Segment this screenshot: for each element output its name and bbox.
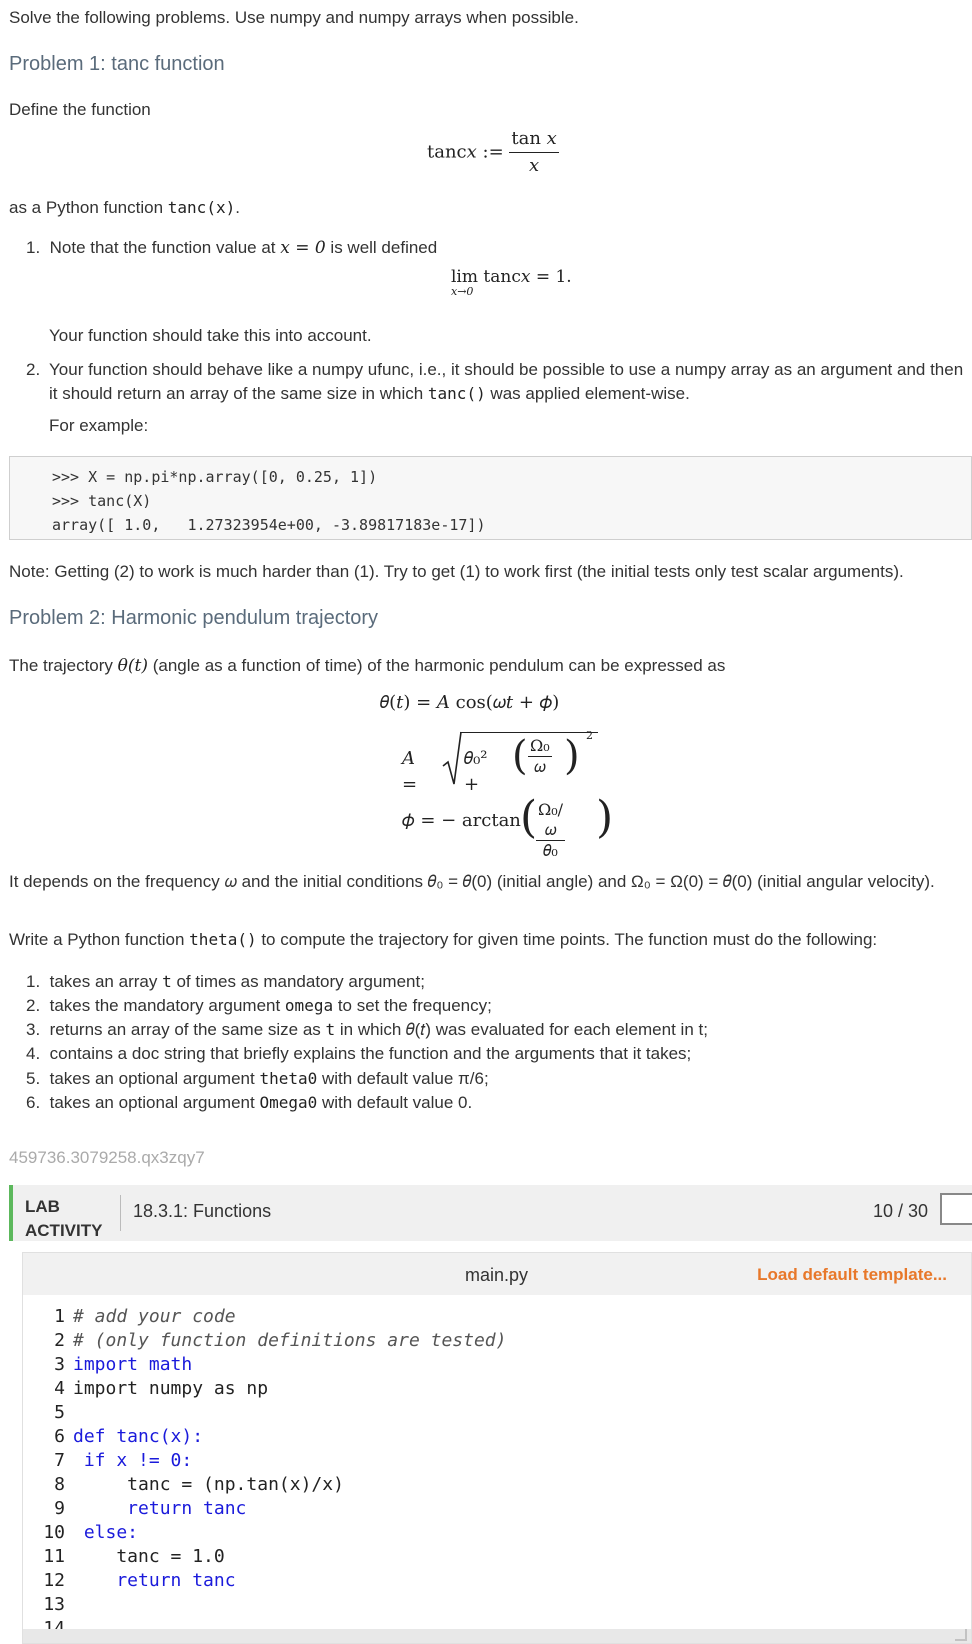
code-text: tanc = 1.0 — [73, 1546, 225, 1567]
line-number: 3 — [54, 1354, 65, 1375]
code-line[interactable] — [23, 1449, 971, 1473]
requirement-item: 1. takes an array t of times as mandatory argument; — [26, 972, 425, 991]
item2-text — [49, 358, 966, 406]
code-line[interactable] — [23, 1593, 971, 1617]
hash-id: 459736.3079258.qx3zqy7 — [9, 1148, 205, 1167]
code-line[interactable] — [23, 1521, 971, 1545]
item1-number: 1. — [26, 238, 50, 257]
code-text: # add your code — [73, 1306, 236, 1327]
lab-title: 18.3.1: Functions — [133, 1201, 272, 1221]
req-text: takes an array — [49, 972, 163, 991]
equation-theta: 𝜃(𝑡) = 𝐴 cos(𝜔𝑡 + 𝜙) — [380, 692, 560, 713]
sqrt-sign-icon — [442, 730, 462, 788]
lab-tag-line2: ACTIVITY — [25, 1221, 103, 1240]
req-post: with default value 0. — [317, 1092, 473, 1112]
code-area[interactable] — [23, 1305, 971, 1641]
tanc-formula-lhs: tanc𝑥 := — [427, 141, 504, 163]
right-paren: ) — [564, 733, 580, 779]
code-line[interactable] — [23, 1473, 971, 1497]
limit-sub: 𝑥→0 — [451, 285, 474, 298]
requirements-list — [26, 970, 956, 1115]
eq3-lhs: 𝜙 = − arctan — [402, 810, 521, 831]
code-line[interactable] — [23, 1425, 971, 1449]
code-text: # (only function definitions are tested) — [73, 1330, 507, 1351]
code-editor[interactable] — [22, 1252, 972, 1644]
define-text: Define the function — [9, 100, 151, 119]
line-number: 11 — [43, 1546, 65, 1567]
req-code: theta0 — [259, 1068, 318, 1088]
eq2-fraction — [528, 736, 552, 777]
eq2-numerator: Ω₀ — [530, 736, 550, 755]
eq2-power: 2 — [586, 729, 593, 742]
requirement-item: 2. takes the mandatory argument omega to set the frequency; — [26, 996, 492, 1016]
trajectory-text — [9, 654, 725, 678]
code-line[interactable] — [23, 1305, 971, 1329]
requirement-item: 4. contains a doc string that briefly explains the function and the arguments that it takes; — [26, 1044, 692, 1064]
example-code-block: >>> X = np.pi*np.array([0, 0.25, 1]) >>> tanc(X) array([ 1.0, 1.27323954e+00, -3.89817183e-17]) — [9, 456, 972, 540]
limit-main: lim tanc𝑥 = 1. — [451, 267, 572, 287]
eq2-lhs: 𝐴 = — [402, 748, 418, 795]
problem1-heading: Problem 1: tanc function — [9, 53, 225, 75]
traj-math: 𝜃(𝑡) — [117, 656, 148, 676]
take-account-text: Your function should take this into account. — [49, 326, 372, 345]
tanc-formula-denominator: 𝑥 — [529, 154, 540, 176]
traj-pre: The trajectory — [9, 656, 118, 675]
req-code: t — [325, 1020, 336, 1040]
code-text — [65, 1594, 73, 1615]
eq3-fraction — [536, 800, 565, 861]
code-text: return tanc — [73, 1498, 247, 1519]
lab-score: 10 / 30 — [872, 1201, 928, 1221]
write-post: to compute the trajectory for given time points. The function must do the following: — [256, 930, 878, 949]
eq2-denominator: 𝜔 — [534, 757, 546, 776]
req-text: takes an optional argument — [49, 1092, 260, 1112]
completion-badge-icon — [940, 1193, 972, 1225]
traj-post: (angle as a function of time) of the harmonic pendulum can be expressed as — [148, 656, 726, 675]
lab-separator — [120, 1195, 121, 1231]
lab-tag-line1: LAB — [25, 1197, 60, 1216]
left-paren: ( — [512, 733, 528, 779]
code-text: tanc = (np.tan(x)/x) — [73, 1474, 344, 1495]
line-number: 5 — [54, 1402, 65, 1423]
code-text: else: — [73, 1522, 139, 1543]
editor-scrollbar[interactable] — [23, 1629, 971, 1643]
problem2-heading: Problem 2: Harmonic pendulum trajectory — [9, 607, 379, 629]
req-text: contains a doc string that briefly explains the function and the arguments that it takes; — [49, 1044, 692, 1064]
item2-post: was applied element-wise. — [485, 384, 690, 404]
depends-text: It depends on the frequency 𝜔 and the initial conditions 𝜃₀ = 𝜃(0) (initial angle) and Ω₀ = Ω(0) = 𝜃̇(0) (initial angular velocity). — [9, 872, 935, 891]
tanc-code: tanc(x) — [167, 198, 236, 217]
resize-grip-icon[interactable] — [955, 1629, 967, 1641]
eq2-theta: 𝜃₀² + — [464, 748, 488, 795]
theta-code: theta() — [189, 930, 257, 949]
load-default-template-link[interactable]: Load default template... — [757, 1265, 947, 1284]
lab-activity-header — [9, 1185, 972, 1241]
eq3-denominator: 𝜃₀ — [543, 841, 558, 860]
as-python-pre: as a Python function — [9, 198, 168, 217]
req-code: t — [162, 972, 172, 991]
code-text: if x != 0: — [73, 1450, 193, 1471]
code-text: def tanc(x): — [73, 1426, 204, 1447]
code-line[interactable] — [23, 1401, 971, 1425]
line-number: 7 — [54, 1450, 65, 1471]
code-line[interactable] — [23, 1569, 971, 1593]
note-text: Note: Getting (2) to work is much harder than (1). Try to get (1) to work first (the initial tests only test scalar arguments). — [9, 562, 904, 581]
line-number: 1 — [54, 1306, 65, 1327]
line-number: 4 — [54, 1378, 65, 1399]
item2-number: 2. — [26, 360, 41, 379]
line-number: 8 — [54, 1474, 65, 1495]
editor-filename: main.py — [465, 1265, 529, 1285]
code-line[interactable] — [23, 1377, 971, 1401]
req-text: takes an optional argument — [49, 1068, 260, 1088]
eq3-numerator: Ω₀/𝜔 — [538, 800, 564, 839]
problem1-item2 — [26, 358, 966, 406]
req-text: returns an array of the same size as — [49, 1020, 326, 1040]
req-code: Omega0 — [259, 1092, 318, 1112]
line-number: 2 — [54, 1330, 65, 1351]
tanc-formula — [427, 126, 559, 178]
requirement-item: 6. takes an optional argument Omega0 with default value 0. — [26, 1092, 473, 1112]
tanc-formula-fraction — [509, 126, 558, 178]
left-paren-2: ( — [520, 792, 538, 843]
code-text: import numpy as np — [73, 1378, 269, 1399]
write-pre: Write a Python function — [9, 930, 190, 949]
code-line[interactable] — [23, 1545, 971, 1569]
line-number: 6 — [54, 1426, 65, 1447]
line-number: 10 — [43, 1522, 65, 1543]
code-text: return tanc — [73, 1570, 236, 1591]
item1-math: 𝑥 = 0 — [280, 238, 326, 258]
tanc-call-code: tanc() — [427, 384, 486, 404]
code-text: import math — [73, 1354, 193, 1375]
code-line[interactable] — [23, 1497, 971, 1521]
lab-activity-tag — [25, 1195, 102, 1243]
req-post: with default value π/6; — [317, 1068, 489, 1088]
problem1-item1 — [26, 236, 956, 260]
as-python-text — [9, 196, 240, 220]
code-text — [65, 1402, 73, 1423]
req-code: omega — [284, 996, 334, 1016]
req-post: to set the frequency; — [333, 996, 492, 1016]
requirement-item: 3. returns an array of the same size as t in which 𝜃(𝑡) was evaluated for each element in t; — [26, 1020, 708, 1040]
req-text: takes the mandatory argument — [49, 996, 285, 1016]
requirement-item: 5. takes an optional argument theta0 with default value π/6; — [26, 1068, 489, 1088]
tanc-formula-numerator: tan 𝑥 — [509, 126, 558, 153]
write-function-text — [9, 928, 877, 952]
as-python-post: . — [235, 198, 240, 217]
for-example-text: For example: — [49, 416, 149, 435]
req-post: of times as mandatory argument; — [171, 972, 425, 991]
line-number: 13 — [43, 1594, 65, 1615]
item1-text: Note that the function value at — [49, 238, 281, 257]
code-line[interactable] — [23, 1353, 971, 1377]
item1-post: is well defined — [325, 238, 438, 257]
right-paren-2: ) — [596, 792, 614, 843]
limit-formula — [451, 268, 572, 298]
line-number: 12 — [43, 1570, 65, 1591]
code-line[interactable] — [23, 1329, 971, 1353]
editor-toolbar — [23, 1253, 971, 1295]
intro-text: Solve the following problems. Use numpy and numpy arrays when possible. — [9, 8, 579, 27]
req-post: in which 𝜃(𝑡) was evaluated for each element in t; — [335, 1020, 708, 1040]
item2-pre: Your function should behave like a numpy ufunc, i.e., it should be possible to use a numpy array as an argument and then it should return an array of the same size in which — [49, 360, 964, 404]
line-number: 9 — [54, 1498, 65, 1519]
